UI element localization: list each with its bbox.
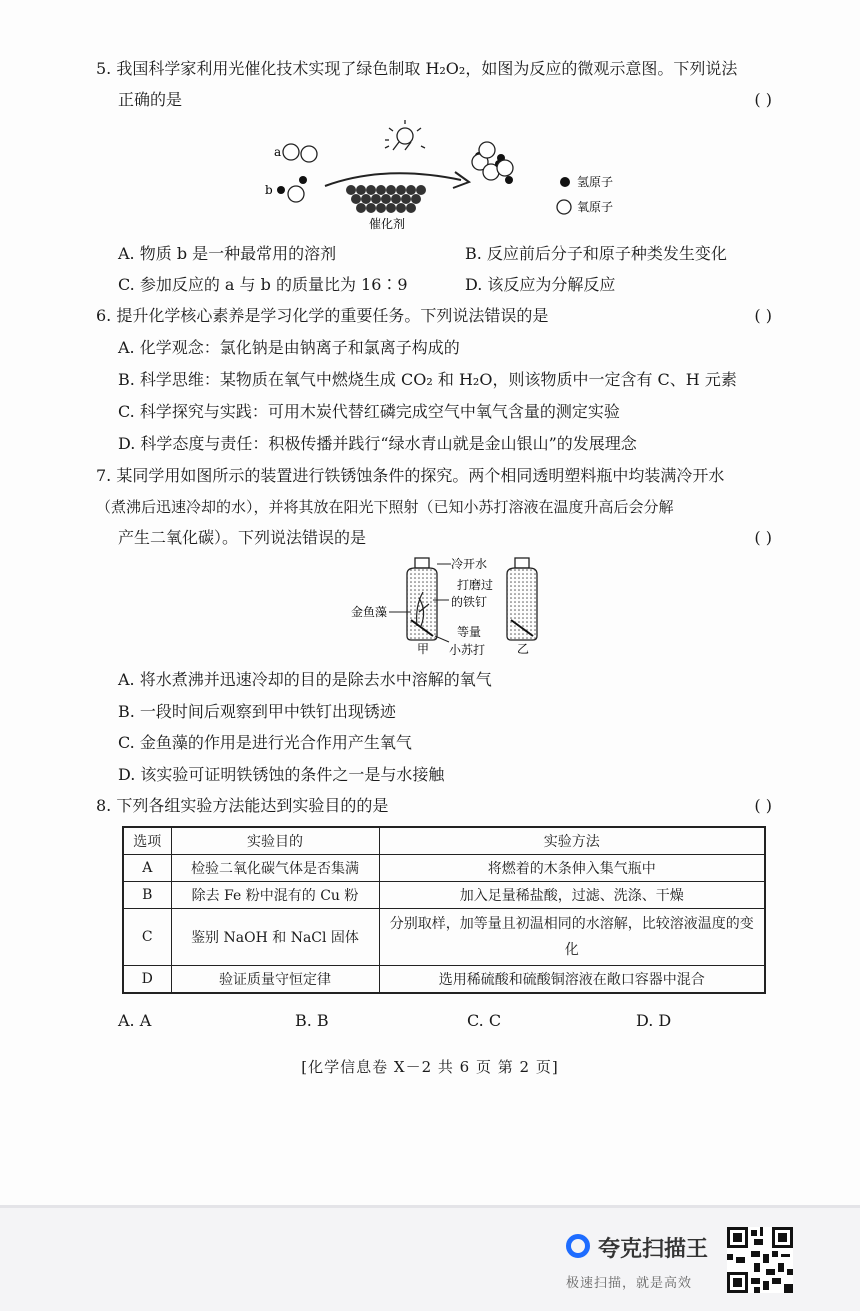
q7-answer-paren: ( ) <box>754 528 772 547</box>
q5-answer-paren: ( ) <box>754 90 772 109</box>
hydrogen-atom-icon <box>560 177 570 187</box>
q6-option-b: B. 科学思维：某物质在氧气中燃烧生成 CO₂ 和 H₂O，则该物质中一定含有 C、H 元素 <box>118 370 737 389</box>
table-cell: D <box>123 966 171 994</box>
q8-option-c: C. C <box>467 1011 502 1030</box>
q7-stem-line1: 7. 某同学用如图所示的装置进行铁锈蚀条件的探究。两个相同透明塑料瓶中均装满冷开水 <box>96 466 725 485</box>
app-brand-name: 夸克扫描王 <box>598 1237 709 1262</box>
q6-option-a: A. 化学观念：氯化钠是由钠离子和氯离子构成的 <box>118 338 460 357</box>
table-row <box>123 909 765 966</box>
q5-reaction-diagram <box>265 118 645 233</box>
q7-option-c: C. 金鱼藻的作用是进行光合作用产生氧气 <box>118 733 412 752</box>
label-baking-soda: 小苏打 <box>449 643 486 657</box>
label-nail-1: 打磨过 <box>457 578 494 592</box>
q7-apparatus-diagram <box>345 556 560 660</box>
quark-logo-icon <box>566 1234 590 1258</box>
q6-option-d: D. 科学态度与责任：积极传播并践行“绿水青山就是金山银山”的发展理念 <box>118 434 637 453</box>
q8-option-a: A. A <box>118 1011 152 1030</box>
table-header-option: 选项 <box>123 827 171 855</box>
q6-answer-paren: ( ) <box>754 306 772 325</box>
q6-option-c: C. 科学探究与实践：可用木炭代替红磷完成空气中氧气含量的测定实验 <box>118 402 620 421</box>
label-goldfish-weed: 金鱼藻 <box>351 605 388 619</box>
table-cell: 选用稀硫酸和硫酸铜溶液在敞口容器中混合 <box>379 966 765 994</box>
table-cell: 分别取样，加等量且初温相同的水溶解，比较溶液温度的变化 <box>379 909 765 966</box>
table-row <box>123 966 765 994</box>
table-cell: 检验二氧化碳气体是否集满 <box>171 855 379 882</box>
light-bulb-icon <box>385 120 425 150</box>
table-row <box>123 855 765 882</box>
q5-option-a: A. 物质 b 是一种最常用的溶剂 <box>118 244 337 263</box>
table-cell: 验证质量守恒定律 <box>171 966 379 994</box>
q8-option-b: B. B <box>295 1011 329 1030</box>
table-cell: 鉴别 NaOH 和 NaCl 固体 <box>171 909 379 966</box>
q8-answer-paren: ( ) <box>754 796 772 815</box>
q7-option-a: A. 将水煮沸并迅速冷却的目的是除去水中溶解的氧气 <box>118 670 492 689</box>
label-nail-2: 的铁钉 <box>451 595 488 609</box>
catalyst-icon <box>346 185 426 213</box>
page-footer: [化学信息卷 X－2 共 6 页 第 2 页] <box>301 1058 559 1076</box>
legend-oxygen: 氧原子 <box>577 200 614 214</box>
q8-experiment-table <box>122 826 766 994</box>
q5-option-d: D. 该反应为分解反应 <box>465 275 616 294</box>
q8-stem: 8. 下列各组实验方法能达到实验目的的是 <box>96 796 389 815</box>
table-cell: 除去 Fe 粉中混有的 Cu 粉 <box>171 882 379 909</box>
q5-option-b: B. 反应前后分子和原子种类发生变化 <box>465 244 727 263</box>
q7-option-d: D. 该实验可证明铁锈蚀的条件之一是与水接触 <box>118 765 445 784</box>
q5-stem-line1: 5. 我国科学家利用光催化技术实现了绿色制取 H₂O₂，如图为反应的微观示意图。下列说法 <box>96 59 738 78</box>
table-cell: B <box>123 882 171 909</box>
molecule-a-label: a <box>274 145 282 159</box>
label-equal: 等量 <box>457 625 482 639</box>
q8-option-d: D. D <box>636 1011 672 1030</box>
catalyst-label: 催化剂 <box>369 217 406 231</box>
table-cell: 加入足量稀盐酸，过滤、洗涤、干燥 <box>379 882 765 909</box>
qr-code-icon <box>727 1227 793 1293</box>
q5-option-c: C. 参加反应的 a 与 b 的质量比为 16∶9 <box>118 275 408 294</box>
q5-stem-line2: 正确的是 <box>118 90 183 109</box>
molecule-b-label: b <box>265 183 273 197</box>
q6-stem: 6. 提升化学核心素养是学习化学的重要任务。下列说法错误的是 <box>96 306 549 325</box>
legend-hydrogen: 氢原子 <box>577 175 614 189</box>
q7-option-b: B. 一段时间后观察到甲中铁钉出现锈迹 <box>118 702 396 721</box>
table-cell: A <box>123 855 171 882</box>
q7-stem-line3: 产生二氧化碳）。下列说法错误的是 <box>118 528 367 547</box>
label-yi: 乙 <box>517 642 530 656</box>
table-row <box>123 882 765 909</box>
table-header-method: 实验方法 <box>379 827 765 855</box>
table-header-purpose: 实验目的 <box>171 827 379 855</box>
q7-stem-line2: （煮沸后迅速冷却的水），并将其放在阳光下照射（已知小苏打溶液在温度升高后会分解 <box>96 498 674 516</box>
label-jia: 甲 <box>417 642 430 656</box>
table-header-row <box>123 827 765 855</box>
table-cell: 将燃着的木条伸入集气瓶中 <box>379 855 765 882</box>
label-cold-water: 冷开水 <box>451 557 488 571</box>
oxygen-atom-icon <box>557 200 571 214</box>
app-slogan: 极速扫描，就是高效 <box>566 1276 693 1291</box>
table-cell: C <box>123 909 171 966</box>
